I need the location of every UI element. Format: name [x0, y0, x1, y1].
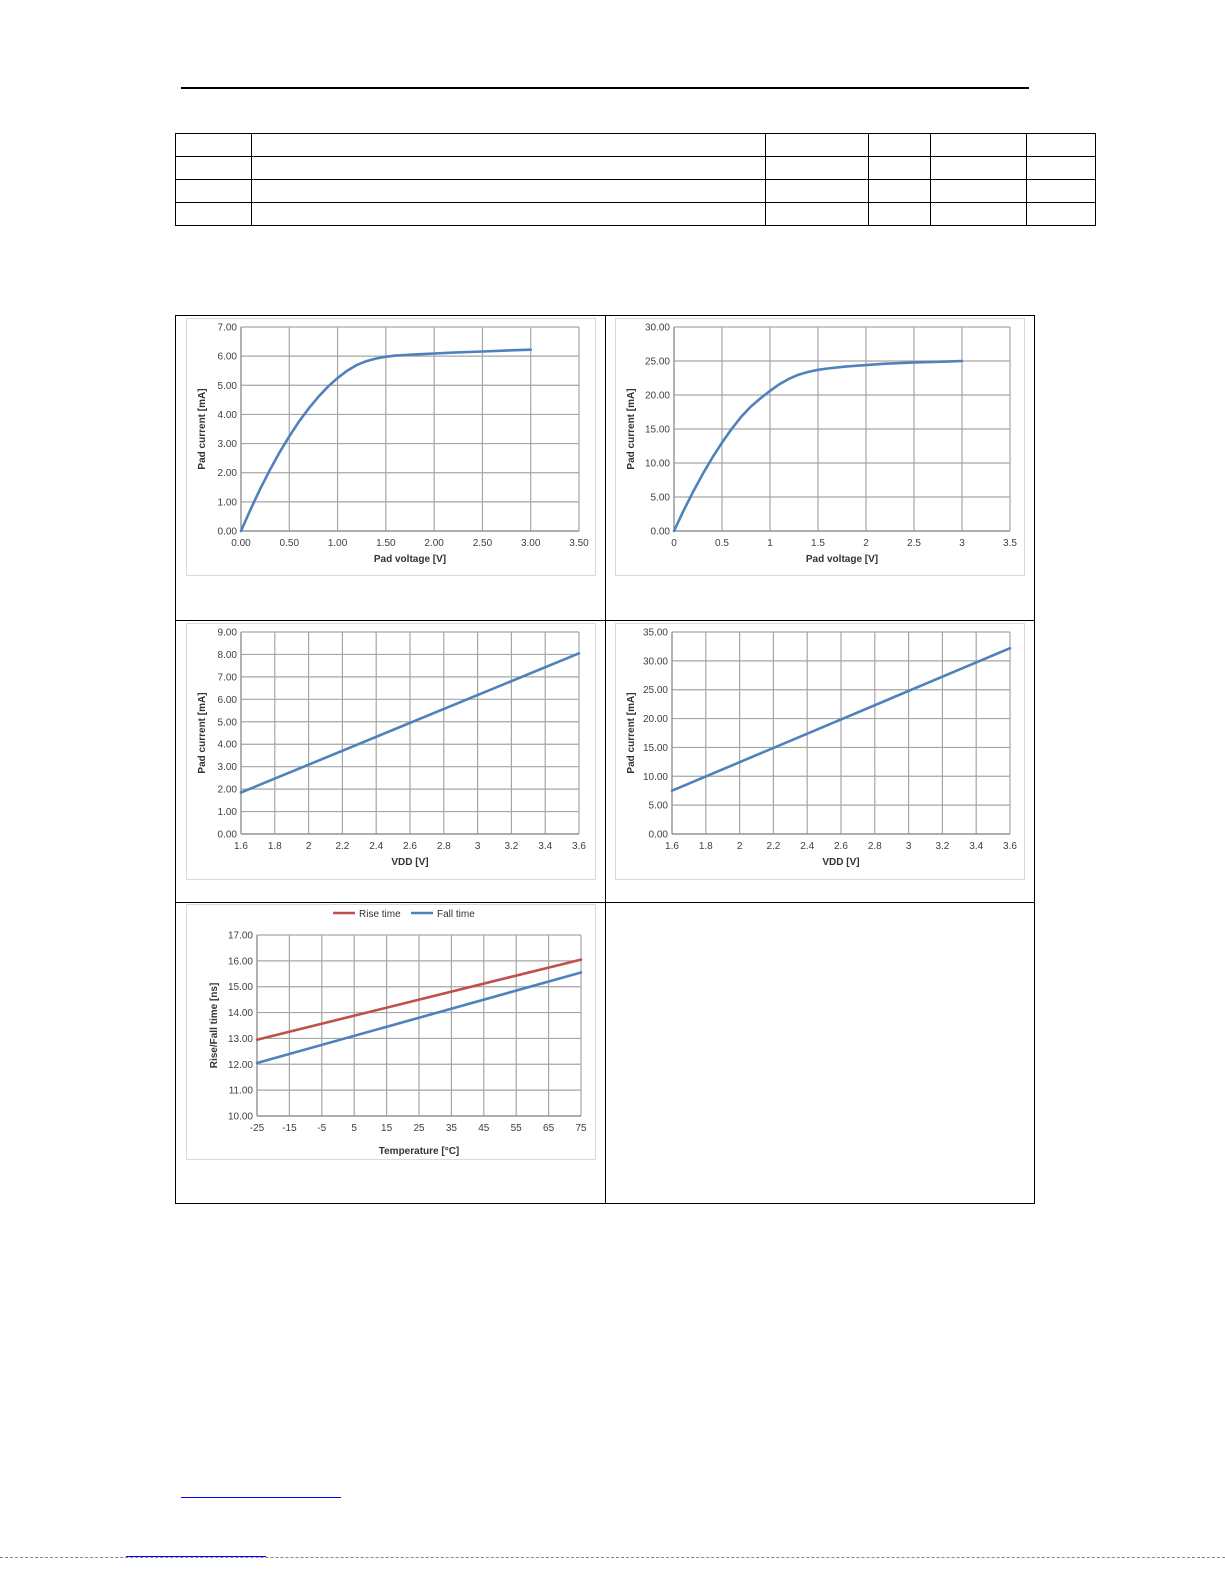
y-axis-title: Pad current [mA]	[626, 388, 637, 470]
y-tick-label: 8.00	[217, 649, 237, 661]
y-tick-label: 14.00	[227, 1008, 253, 1020]
x-tick-label: 2.6	[834, 841, 848, 852]
x-axis-title: VDD [V]	[822, 857, 860, 868]
x-tick-label: 3	[905, 841, 912, 852]
x-tick-label: 1.8	[698, 841, 713, 852]
y-tick-label: 20.00	[644, 390, 670, 402]
x-tick-label: 0	[671, 538, 677, 549]
x-tick-label: 35	[445, 1123, 457, 1134]
x-tick-label: 1.6	[665, 841, 679, 852]
y-tick-label: 1.00	[217, 807, 237, 819]
y-tick-label: 10.00	[644, 458, 670, 470]
y-tick-label: 2.00	[217, 468, 237, 480]
y-tick-label: 11.00	[228, 1085, 253, 1097]
y-tick-label: 25.00	[644, 356, 670, 368]
y-tick-label: 35.00	[642, 627, 668, 639]
chart-2-pad-current-vs-pad-voltage	[616, 319, 1024, 575]
x-tick-label: 1.6	[234, 841, 248, 852]
y-tick-label: 15.00	[642, 742, 668, 754]
x-tick-label: 3	[474, 841, 481, 852]
x-tick-label: 1.5	[811, 538, 825, 549]
x-tick-label: 2.50	[472, 538, 493, 549]
x-tick-label: 3.4	[538, 841, 553, 852]
chart-1-pad-current-vs-pad-voltage	[187, 319, 595, 575]
figure-grid-divider-1	[175, 620, 1035, 621]
x-tick-label: 1.50	[376, 538, 396, 549]
table-row	[176, 134, 1096, 157]
y-axis-title: Pad current [mA]	[197, 692, 208, 774]
y-tick-label: 25.00	[642, 685, 668, 697]
figure-grid-divider-2	[175, 902, 1035, 903]
x-tick-label: 2.8	[436, 841, 451, 852]
x-tick-label: 5	[351, 1123, 357, 1134]
y-tick-label: 5.00	[217, 380, 237, 392]
y-tick-label: 9.00	[217, 627, 237, 639]
y-tick-label: 15.00	[644, 424, 670, 436]
x-tick-label: 3.00	[520, 538, 541, 549]
page-bottom-dashed-rule	[0, 1557, 1225, 1558]
y-axis-title: Pad current [mA]	[197, 388, 208, 470]
y-tick-label: 30.00	[642, 656, 668, 668]
y-tick-label: 0.00	[650, 526, 670, 538]
chart-1-panel	[186, 318, 596, 576]
x-tick-label: 2.2	[766, 841, 781, 852]
x-tick-label: 2.8	[867, 841, 882, 852]
header-rule	[181, 87, 1029, 89]
x-tick-label: 3.4	[969, 841, 984, 852]
y-tick-label: 6.00	[217, 351, 237, 363]
x-tick-label: 2.4	[800, 841, 815, 852]
figure-grid-vertical-divider	[605, 315, 606, 1204]
y-tick-label: 30.00	[644, 322, 670, 334]
y-tick-label: 1.00	[217, 497, 237, 509]
y-tick-label: 0.00	[648, 829, 668, 841]
y-tick-label: 10.00	[227, 1111, 253, 1123]
table-row	[176, 157, 1096, 180]
x-tick-label: 1.00	[327, 538, 348, 549]
y-tick-label: 3.00	[217, 762, 237, 774]
y-tick-label: 12.00	[227, 1059, 253, 1071]
x-tick-label: 3.6	[572, 841, 586, 852]
x-tick-label: 2	[863, 538, 869, 549]
chart-3-pad-current-vs-vdd	[187, 624, 595, 879]
x-tick-label: 2	[305, 841, 312, 852]
x-tick-label: 55	[510, 1123, 522, 1134]
y-tick-label: 17.00	[227, 930, 253, 942]
y-tick-label: 20.00	[642, 714, 668, 726]
x-tick-label: 3	[959, 538, 965, 549]
y-tick-label: 7.00	[217, 672, 237, 684]
x-tick-label: -25	[249, 1123, 265, 1134]
x-tick-label: 3.50	[569, 538, 589, 549]
x-tick-label: 75	[575, 1123, 587, 1134]
x-tick-label: 0.00	[231, 538, 251, 549]
x-axis-title: Pad voltage [V]	[805, 554, 879, 565]
y-tick-label: 7.00	[217, 322, 237, 334]
spec-table	[175, 133, 1096, 226]
x-tick-label: 2	[736, 841, 743, 852]
table-row	[176, 180, 1096, 203]
footnote-link-underline	[181, 1497, 341, 1498]
x-tick-label: 2.00	[424, 538, 444, 549]
x-tick-label: 45	[478, 1123, 490, 1134]
x-axis-title: Pad voltage [V]	[373, 554, 447, 565]
x-tick-label: 2.6	[403, 841, 417, 852]
y-tick-label: 0.00	[217, 526, 237, 538]
y-tick-label: 6.00	[217, 694, 237, 706]
y-tick-label: 13.00	[227, 1033, 253, 1045]
chart-5-panel	[186, 904, 596, 1160]
x-tick-label: 2.5	[907, 538, 921, 549]
x-axis-title: Temperature [°C]	[378, 1146, 460, 1157]
x-axis-title: VDD [V]	[391, 857, 429, 868]
y-tick-label: 16.00	[227, 956, 253, 968]
x-tick-label: 3.5	[1003, 538, 1017, 549]
footer-link-underline	[126, 1556, 266, 1557]
y-axis-title: Pad current [mA]	[626, 692, 637, 774]
y-tick-label: 5.00	[650, 492, 670, 504]
y-axis-title: Rise/Fall time [ns]	[209, 982, 220, 1069]
y-tick-label: 4.00	[217, 409, 237, 421]
chart-4-pad-current-vs-vdd	[616, 624, 1024, 879]
legend-label: Rise time	[359, 909, 401, 920]
x-tick-label: -15	[282, 1123, 297, 1134]
y-tick-label: 2.00	[217, 784, 237, 796]
table-row	[176, 203, 1096, 226]
y-tick-label: 5.00	[648, 800, 668, 812]
x-tick-label: 3.2	[935, 841, 950, 852]
x-tick-label: -5	[317, 1123, 327, 1134]
x-tick-label: 0.5	[715, 538, 729, 549]
chart-3-panel	[186, 623, 596, 880]
legend-label: Fall time	[437, 909, 475, 920]
x-tick-label: 3.6	[1003, 841, 1017, 852]
y-tick-label: 0.00	[217, 829, 237, 841]
x-tick-label: 1.8	[267, 841, 282, 852]
x-tick-label: 25	[413, 1123, 425, 1134]
chart-2-panel	[615, 318, 1025, 576]
chart-4-panel	[615, 623, 1025, 880]
x-tick-label: 1	[767, 538, 773, 549]
y-tick-label: 3.00	[217, 439, 237, 451]
x-tick-label: 65	[543, 1123, 555, 1134]
chart-5-rise-fall-time-vs-temperature	[187, 905, 595, 1159]
x-tick-label: 3.2	[504, 841, 519, 852]
y-tick-label: 4.00	[217, 739, 237, 751]
x-tick-label: 2.4	[369, 841, 384, 852]
x-tick-label: 0.50	[279, 538, 300, 549]
x-tick-label: 15	[381, 1123, 393, 1134]
x-tick-label: 2.2	[335, 841, 350, 852]
y-tick-label: 5.00	[217, 717, 237, 729]
y-tick-label: 10.00	[642, 771, 668, 783]
y-tick-label: 15.00	[227, 982, 253, 994]
